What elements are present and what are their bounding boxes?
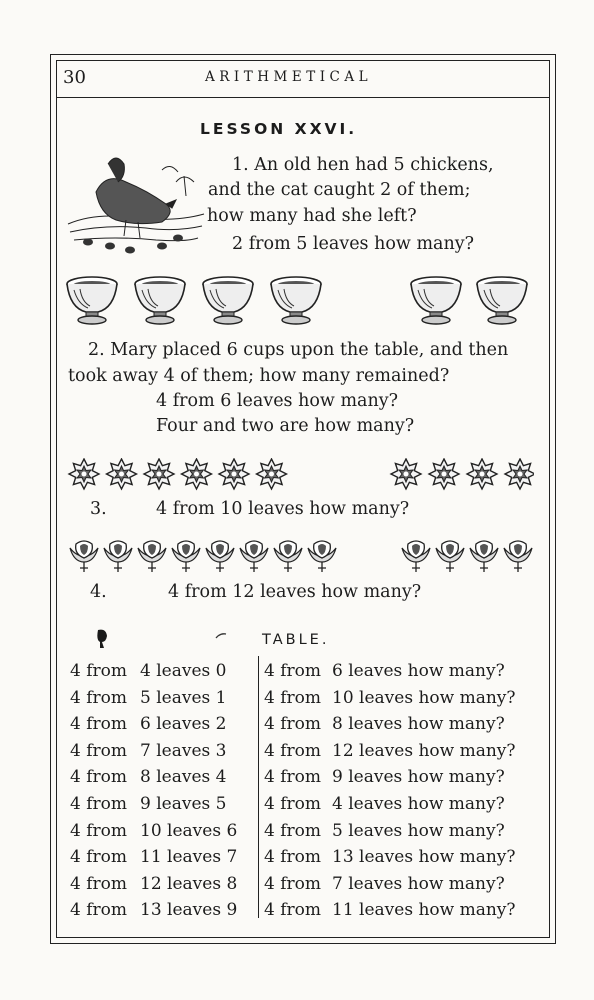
table-right-question: 10 leaves how many?	[332, 688, 516, 708]
q2-line-3: 4 from 6 leaves how many?	[156, 391, 399, 411]
tulip-icon	[308, 541, 336, 572]
table-left-result: 13 leaves 9	[140, 900, 238, 920]
table-right-from: 4 from	[264, 741, 321, 761]
star-icon	[391, 459, 421, 489]
table-left-from: 4 from	[70, 900, 127, 920]
header-rule	[56, 97, 549, 98]
lesson-title: LESSON XXVI.	[200, 120, 358, 138]
q1-line-4: 2 from 5 leaves how many?	[232, 234, 475, 254]
cups-illustration	[64, 274, 534, 334]
tulip-icon	[104, 541, 132, 572]
table-left-result: 9 leaves 5	[140, 794, 227, 814]
ink-mark	[214, 632, 228, 642]
star-icon	[182, 459, 212, 489]
table-right-from: 4 from	[264, 794, 321, 814]
tulip-icon	[470, 541, 498, 572]
q4-text: 4 from 12 leaves how many?	[168, 582, 422, 602]
tulip-icon	[172, 541, 200, 572]
tulip-icon	[402, 541, 430, 572]
cup-icon	[271, 277, 321, 324]
star-icon	[69, 459, 99, 489]
table-left-result: 4 leaves 0	[140, 661, 227, 681]
table-left-from: 4 from	[70, 741, 127, 761]
table-right-question: 8 leaves how many?	[332, 714, 505, 734]
table-right-from: 4 from	[264, 661, 321, 681]
table-right-from: 4 from	[264, 900, 321, 920]
hen-with-chickens-illustration	[66, 152, 206, 257]
cup-icon	[203, 277, 253, 324]
table-left-from: 4 from	[70, 874, 127, 894]
q4-number: 4.	[90, 582, 107, 602]
table-left-from: 4 from	[70, 821, 127, 841]
star-icon	[505, 459, 534, 489]
stars-illustration	[64, 458, 534, 492]
star-icon	[219, 459, 249, 489]
star-icon	[257, 459, 287, 489]
q2-line-4: Four and two are how many?	[156, 416, 415, 436]
table-right-from: 4 from	[264, 874, 321, 894]
table-right-question: 6 leaves how many?	[332, 661, 505, 681]
tulip-icon	[240, 541, 268, 572]
table-right-question: 11 leaves how many?	[332, 900, 516, 920]
table-title: TABLE.	[262, 632, 330, 648]
table-left-result: 8 leaves 4	[140, 767, 227, 787]
table-left-from: 4 from	[70, 794, 127, 814]
flowers-illustration	[64, 540, 534, 576]
page-number: 30	[63, 67, 86, 88]
table-divider	[258, 656, 259, 918]
table-left-from: 4 from	[70, 661, 127, 681]
q2-line-1: 2. Mary placed 6 cups upon the table, and then	[88, 340, 509, 360]
table-right-question: 7 leaves how many?	[332, 874, 505, 894]
cup-icon	[411, 277, 461, 324]
q3-number: 3.	[90, 499, 107, 519]
ink-blot	[94, 628, 110, 650]
star-icon	[429, 459, 459, 489]
running-head: ARITHMETICAL	[205, 69, 373, 85]
table-left-from: 4 from	[70, 847, 127, 867]
q1-line-1: 1. An old hen had 5 chickens,	[232, 155, 494, 175]
table-left-result: 7 leaves 3	[140, 741, 227, 761]
table-right-from: 4 from	[264, 767, 321, 787]
table-left-from: 4 from	[70, 767, 127, 787]
tulip-icon	[274, 541, 302, 572]
tulip-icon	[138, 541, 166, 572]
tulip-icon	[206, 541, 234, 572]
table-right-question: 5 leaves how many?	[332, 821, 505, 841]
table-left-from: 4 from	[70, 688, 127, 708]
q1-line-2: and the cat caught 2 of them;	[208, 180, 471, 200]
table-right-question: 4 leaves how many?	[332, 794, 505, 814]
star-icon	[467, 459, 497, 489]
table-left-from: 4 from	[70, 714, 127, 734]
table-right-from: 4 from	[264, 821, 321, 841]
table-right-question: 12 leaves how many?	[332, 741, 516, 761]
star-icon	[107, 459, 137, 489]
table-left-result: 6 leaves 2	[140, 714, 227, 734]
cup-icon	[67, 277, 117, 324]
tulip-icon	[436, 541, 464, 572]
tulip-icon	[70, 541, 98, 572]
table-right-from: 4 from	[264, 688, 321, 708]
table-left-result: 10 leaves 6	[140, 821, 238, 841]
tulip-icon	[504, 541, 532, 572]
q3-text: 4 from 10 leaves how many?	[156, 499, 410, 519]
cup-icon	[135, 277, 185, 324]
q2-line-2: took away 4 of them; how many remained?	[68, 366, 450, 386]
table-left-result: 12 leaves 8	[140, 874, 238, 894]
table-right-from: 4 from	[264, 714, 321, 734]
table-left-result: 11 leaves 7	[140, 847, 238, 867]
cup-icon	[477, 277, 527, 324]
table-right-from: 4 from	[264, 847, 321, 867]
table-right-question: 13 leaves how many?	[332, 847, 516, 867]
table-left-result: 5 leaves 1	[140, 688, 227, 708]
star-icon	[144, 459, 174, 489]
table-right-question: 9 leaves how many?	[332, 767, 505, 787]
q1-line-3: how many had she left?	[207, 206, 417, 226]
